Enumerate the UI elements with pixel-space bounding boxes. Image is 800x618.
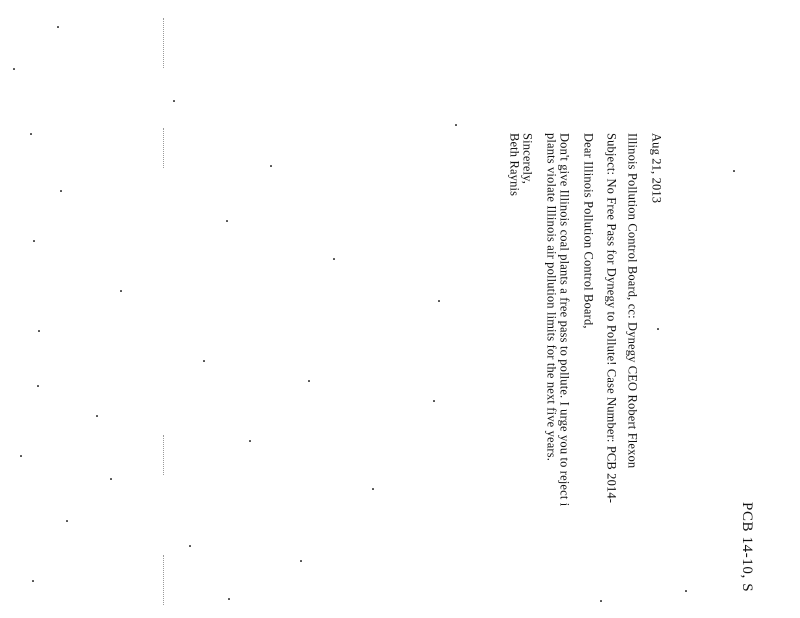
scan-speck [455, 124, 457, 126]
letter-body-line-2: plants violate Illinois air pollution limits for the next five years. [544, 133, 559, 461]
scan-speck [657, 328, 659, 330]
scan-speck [32, 580, 34, 582]
scan-edge-rule [163, 555, 164, 605]
scan-speck [228, 598, 230, 600]
scan-speck [438, 300, 440, 302]
scan-speck [308, 380, 310, 382]
scan-speck [57, 26, 59, 28]
scan-speck [600, 600, 602, 602]
letter-salutation: Dear Illinois Pollution Control Board, [581, 133, 596, 329]
scan-speck [372, 488, 374, 490]
letter-recipient: Illinois Pollution Control Board, cc: Dynegy CEO Robert Flexon [625, 133, 640, 469]
scan-speck [37, 385, 39, 387]
scan-speck [173, 100, 175, 102]
scan-speck [120, 290, 122, 292]
case-header-id: PCB 14-10, S [739, 502, 755, 593]
scan-speck [733, 170, 735, 172]
scan-edge-rule [163, 128, 164, 168]
scan-speck [203, 360, 205, 362]
scan-speck [66, 520, 68, 522]
scan-speck [96, 415, 98, 417]
scan-speck [270, 165, 272, 167]
scan-speck [13, 68, 15, 70]
scan-speck [685, 590, 687, 592]
scan-speck [249, 440, 251, 442]
scan-edge-rule [163, 435, 164, 475]
letter-signature: Beth Raynis [507, 133, 522, 197]
letter-date: Aug 21, 2013 [649, 133, 664, 204]
scan-speck [300, 560, 302, 562]
scan-speck [60, 190, 62, 192]
scan-speck [333, 258, 335, 260]
letter-closing: Sincerely, [520, 133, 535, 185]
letter-subject: Subject: No Free Pass for Dynegy to Pollute! Case Number: PCB 2014- [604, 133, 619, 504]
scan-speck [38, 330, 40, 332]
scan-speck [433, 400, 435, 402]
scan-edge-rule [163, 18, 164, 68]
letter-body-line-1: Don't give Illinois coal plants a free pass to pollute. I urge you to reject i [557, 133, 572, 507]
scan-speck [20, 455, 22, 457]
scan-speck [30, 133, 32, 135]
scan-speck [110, 478, 112, 480]
scan-speck [33, 240, 35, 242]
scan-speck [189, 545, 191, 547]
scan-speck [226, 220, 228, 222]
